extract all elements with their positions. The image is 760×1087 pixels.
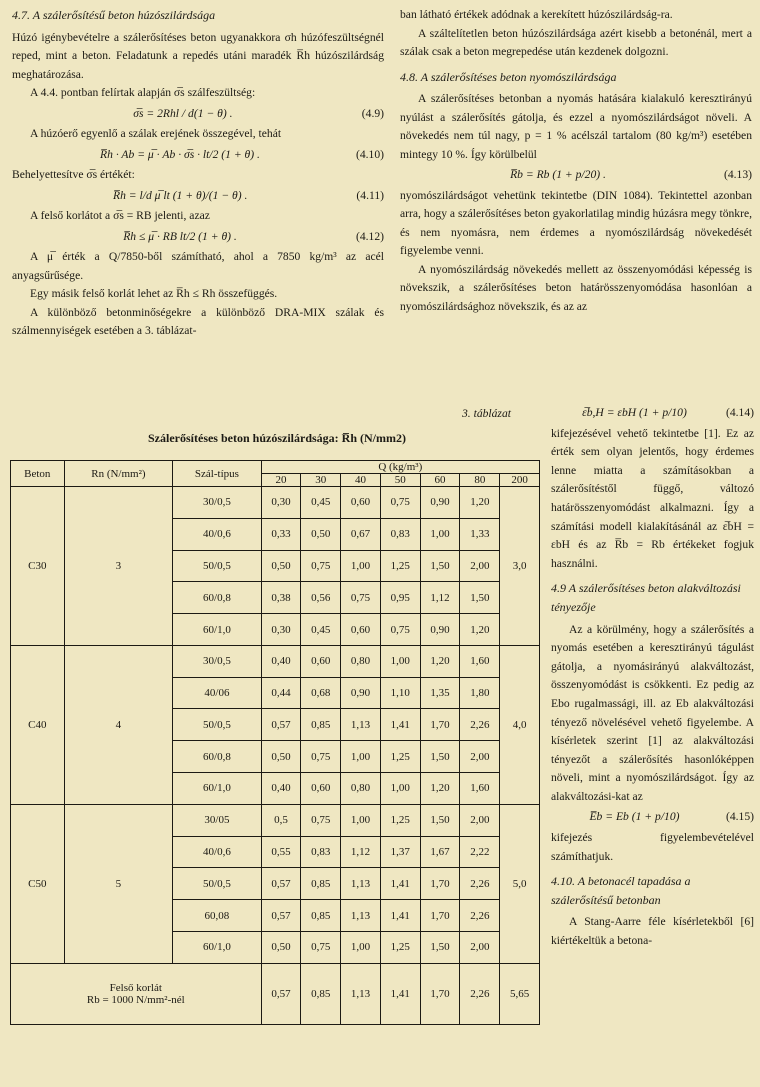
cell-value: 0,95 bbox=[380, 582, 420, 614]
cell-beton: C50 bbox=[11, 804, 65, 963]
cell-value: 1,41 bbox=[380, 709, 420, 741]
cell-value: 1,00 bbox=[420, 518, 460, 550]
equation-4-13: R̅b = Rb (1 + p/20) . (4.13) bbox=[510, 168, 752, 181]
paragraph: A húzóerő egyenlő a szálak erejének összegével, tehát bbox=[30, 127, 282, 140]
paragraph: kifejezésével vehető tekintetbe [1]. Ez az érték sem olyan jelentős, hogy érdemes lenne miatta a számításokban a szálerősítéstől függő, változó határösszenyomódást alkalmazni. Így a számítási modell kialakításánál az ε̅bH = εbH és az R̅b = Rb értékeket fogjuk használni. bbox=[551, 426, 754, 570]
cell-value: 1,35 bbox=[420, 677, 460, 709]
equation-4-10: R̅h · Ab = μ̅ · Ab · σ̅s · lt/2 (1 + θ) . (4.10) bbox=[100, 147, 384, 161]
cell-value: 0,60 bbox=[341, 487, 381, 519]
cell-value: 2,22 bbox=[460, 836, 500, 868]
cell-value: 1,00 bbox=[380, 773, 420, 805]
cell-value: 0,57 bbox=[261, 709, 301, 741]
cell-value: 0,30 bbox=[261, 614, 301, 646]
cell-value: 0,33 bbox=[261, 518, 301, 550]
paragraph: kifejezés figyelembevételével számíthatjuk. bbox=[551, 831, 754, 863]
cell-value: 0,90 bbox=[420, 614, 460, 646]
cell-value: 1,20 bbox=[460, 614, 500, 646]
cell-footer-value: 1,70 bbox=[420, 963, 460, 1024]
cell-value: 0,80 bbox=[341, 645, 381, 677]
cell-szaltipus: 40/06 bbox=[173, 677, 261, 709]
paragraph: Húzó igénybevételre a szálerősítéses beton ugyanakkora σh húzófeszültségnél reped, mint a beton. Feladatunk a repedés utáni maradék R̅h húzószilárdság meghatározása. bbox=[12, 30, 384, 81]
cell-szaltipus: 60/1,0 bbox=[173, 773, 261, 805]
paragraph: A 4.4. pontban felírtak alapján σ̅s szálfeszültség: bbox=[30, 86, 256, 99]
cell-value: 1,13 bbox=[341, 868, 381, 900]
header-szaltipus: Szál-típus bbox=[173, 461, 261, 487]
paragraph: ban látható értékek adódnak a kerekített húzószilárdság-ra. bbox=[400, 8, 673, 21]
equation-4-14: ε̅b,H = εbH (1 + p/10) (4.14) bbox=[582, 406, 754, 419]
cell-value: 0,68 bbox=[301, 677, 341, 709]
cell-footer-value: 5,65 bbox=[500, 963, 540, 1024]
cell-value: 0,50 bbox=[261, 550, 301, 582]
paragraph: A μ̅ érték a Q/7850-ből számítható, ahol a 7850 kg/m³ az acél anyagsűrűsége. bbox=[12, 250, 384, 282]
right-column-narrow bbox=[551, 406, 754, 951]
cell-value: 0,45 bbox=[301, 614, 341, 646]
cell-value: 1,41 bbox=[380, 868, 420, 900]
cell-value: 2,26 bbox=[460, 709, 500, 741]
cell-value: 1,12 bbox=[341, 836, 381, 868]
cell-value: 0,85 bbox=[301, 709, 341, 741]
cell-q200: 5,0 bbox=[500, 804, 540, 963]
paragraph: nyomószilárdságot vehetünk tekintetbe (DIN 1084). Tekintettel azonban arra, hogy a szálerősítéses beton gyakorlatilag mindig húzásra megy tönkre, és nem nyomásra, nem érdemes a nyomószilárdság növekedését figyelembe venni. bbox=[400, 188, 752, 257]
cell-value: 1,60 bbox=[460, 645, 500, 677]
paragraph: A szálerősítéses betonban a nyomás hatására kialakuló keresztirányú nyúlást a szálerősítés gátolja, és ezzel a nyomószilárdságot növeli. A növekedés nem túl nagy, p = 1 % acélszál tartalom (80 kg/m³) esetében mintegy 10 %. Így körülbelül bbox=[400, 92, 752, 161]
cell-szaltipus: 30/0,5 bbox=[173, 487, 261, 519]
cell-szaltipus: 60/1,0 bbox=[173, 931, 261, 963]
paragraph: A különböző betonminőségekre a különböző DRA-MIX szálak és szálmennyiségek esetében a 3. táblázat- bbox=[12, 305, 384, 337]
cell-value: 1,25 bbox=[380, 931, 420, 963]
paragraph: A száltelítetlen beton húzószilárdsága azért kisebb a betonénál, mert a szálak csak a beton megrepedése után kezdenek dolgozni. bbox=[400, 26, 752, 58]
cell-value: 1,50 bbox=[420, 550, 460, 582]
cell-value: 1,70 bbox=[420, 868, 460, 900]
cell-value: 0,50 bbox=[261, 741, 301, 773]
cell-value: 0,55 bbox=[261, 836, 301, 868]
cell-value: 1,60 bbox=[460, 773, 500, 805]
cell-szaltipus: 50/0,5 bbox=[173, 868, 261, 900]
paragraph: A nyomószilárdság növekedés mellett az összenyomódási képesség is növekszik, a szálerősítéses beton határösszenyomódása hasonlóan a nyomószilárdsághoz növekszik, és az az bbox=[400, 262, 752, 313]
cell-value: 1,37 bbox=[380, 836, 420, 868]
cell-value: 1,33 bbox=[460, 518, 500, 550]
table-title: Szálerősítéses beton húzószilárdsága: R̅h (N/mm2) bbox=[148, 431, 406, 445]
cell-value: 1,00 bbox=[380, 645, 420, 677]
cell-q200: 3,0 bbox=[500, 487, 540, 646]
paragraph: Az a körülmény, hogy a szálerősítés a nyomás esetében a keresztirányú tágulást gátolja, a nyomásirányú alakváltozást, összenyomódást is csökkenti. Ez pedig az Ebo rugalmassági, ill. az Eb alakváltozási tényező növelésével vehető figyelembe. A kísérletek szerint [1] az alakváltozási tényezőt a szálerősítés hasonlóképpen növeli, mint a nyomószilárdságot. Így az alakváltozási-kat az bbox=[551, 622, 754, 803]
cell-value: 2,00 bbox=[460, 550, 500, 582]
cell-rn: 4 bbox=[64, 645, 173, 804]
cell-value: 2,00 bbox=[460, 804, 500, 836]
cell-value: 1,25 bbox=[380, 804, 420, 836]
cell-value: 0,85 bbox=[301, 900, 341, 932]
cell-value: 0,85 bbox=[301, 868, 341, 900]
cell-rn: 3 bbox=[64, 487, 173, 646]
cell-value: 0,5 bbox=[261, 804, 301, 836]
cell-value: 0,75 bbox=[301, 550, 341, 582]
cell-value: 1,20 bbox=[420, 645, 460, 677]
cell-value: 1,80 bbox=[460, 677, 500, 709]
cell-rn: 5 bbox=[64, 804, 173, 963]
cell-footer-value: 2,26 bbox=[460, 963, 500, 1024]
header-q-value: 30 bbox=[301, 474, 341, 487]
cell-value: 1,50 bbox=[420, 741, 460, 773]
cell-value: 1,50 bbox=[420, 804, 460, 836]
equation-4-15: E̅b = Eb (1 + p/10) (4.15) bbox=[589, 810, 754, 824]
header-q-value: 40 bbox=[341, 474, 381, 487]
cell-value: 2,26 bbox=[460, 900, 500, 932]
cell-value: 0,60 bbox=[301, 645, 341, 677]
cell-szaltipus: 60/0,8 bbox=[173, 741, 261, 773]
header-q-value: 200 bbox=[500, 474, 540, 487]
cell-value: 2,00 bbox=[460, 931, 500, 963]
footer-label-line2: Rb = 1000 N/mm²-nél bbox=[86, 993, 185, 1006]
cell-value: 0,44 bbox=[261, 677, 301, 709]
cell-value: 1,70 bbox=[420, 709, 460, 741]
cell-value: 1,00 bbox=[341, 741, 381, 773]
section-heading-4-7: 4.7. A szálerősítésű beton húzószilárdsága bbox=[12, 8, 216, 22]
cell-value: 0,75 bbox=[380, 487, 420, 519]
paragraph: Behelyettesítve σ̅s értékét: bbox=[12, 168, 135, 181]
cell-value: 0,83 bbox=[380, 518, 420, 550]
cell-value: 0,75 bbox=[301, 741, 341, 773]
cell-beton: C30 bbox=[11, 487, 65, 646]
cell-value: 1,70 bbox=[420, 900, 460, 932]
cell-value: 0,30 bbox=[261, 487, 301, 519]
paragraph: A Stang-Aarre féle kísérletekből [6] kiértékeltük a betona- bbox=[551, 915, 754, 948]
cell-value: 1,67 bbox=[420, 836, 460, 868]
cell-value: 2,00 bbox=[460, 741, 500, 773]
header-rn: Rn (N/mm²) bbox=[64, 461, 173, 487]
cell-footer-value: 0,85 bbox=[301, 963, 341, 1024]
table-row bbox=[11, 645, 540, 677]
cell-value: 0,50 bbox=[261, 931, 301, 963]
cell-value: 1,13 bbox=[341, 900, 381, 932]
section-heading-4-8: 4.8. A szálerősítéses beton nyomószilárdsága bbox=[400, 69, 617, 84]
header-q-value: 80 bbox=[460, 474, 500, 487]
cell-value: 1,13 bbox=[341, 709, 381, 741]
cell-szaltipus: 50/0,5 bbox=[173, 709, 261, 741]
footer-label-line1: Felső korlát bbox=[109, 981, 162, 994]
cell-value: 1,10 bbox=[380, 677, 420, 709]
table-reference: 3. táblázat bbox=[462, 407, 511, 420]
cell-value: 0,38 bbox=[261, 582, 301, 614]
cell-value: 0,75 bbox=[301, 804, 341, 836]
cell-value: 0,90 bbox=[420, 487, 460, 519]
cell-value: 0,56 bbox=[301, 582, 341, 614]
paragraph: A felső korlátot a σ̅s = RB jelenti, azaz bbox=[30, 209, 210, 222]
header-q-value: 20 bbox=[261, 474, 301, 487]
cell-value: 0,83 bbox=[301, 836, 341, 868]
cell-value: 1,50 bbox=[460, 582, 500, 614]
cell-value: 0,60 bbox=[341, 614, 381, 646]
section-heading-4-10: 4.10. A betonacél tapadása a szálerősítésű betonban bbox=[551, 874, 691, 907]
cell-value: 1,00 bbox=[341, 550, 381, 582]
cell-value: 1,20 bbox=[420, 773, 460, 805]
cell-value: 1,20 bbox=[460, 487, 500, 519]
cell-value: 0,80 bbox=[341, 773, 381, 805]
cell-value: 0,75 bbox=[301, 931, 341, 963]
cell-value: 1,50 bbox=[420, 931, 460, 963]
cell-value: 0,90 bbox=[341, 677, 381, 709]
cell-szaltipus: 60/1,0 bbox=[173, 614, 261, 646]
header-q-value: 60 bbox=[420, 474, 460, 487]
cell-szaltipus: 50/0,5 bbox=[173, 550, 261, 582]
cell-value: 0,40 bbox=[261, 645, 301, 677]
cell-footer-value: 1,13 bbox=[341, 963, 381, 1024]
header-q: Q (kg/m³) bbox=[261, 461, 539, 474]
cell-q200: 4,0 bbox=[500, 645, 540, 804]
equation-4-9: σ̅s = 2Rhl / d(1 − θ) . (4.9) bbox=[133, 106, 384, 120]
paragraph: Egy másik felső korlát lehet az R̅h ≤ Rh összefüggés. bbox=[30, 287, 278, 300]
cell-beton: C40 bbox=[11, 645, 65, 804]
cell-footer-value: 1,41 bbox=[380, 963, 420, 1024]
cell-value: 0,45 bbox=[301, 487, 341, 519]
cell-szaltipus: 60,08 bbox=[173, 900, 261, 932]
section-heading-4-9: 4.9 A szálerősítéses beton alakváltozási tényezője bbox=[551, 581, 741, 614]
cell-szaltipus: 30/05 bbox=[173, 804, 261, 836]
table-footer-row bbox=[11, 963, 540, 1024]
cell-value: 0,40 bbox=[261, 773, 301, 805]
table-row bbox=[11, 487, 540, 519]
cell-footer-label bbox=[11, 963, 262, 1024]
left-column bbox=[12, 6, 384, 341]
cell-szaltipus: 40/0,6 bbox=[173, 518, 261, 550]
cell-value: 1,25 bbox=[380, 741, 420, 773]
tensile-strength-table bbox=[10, 460, 540, 1025]
right-column-top bbox=[400, 6, 752, 316]
header-q-value: 50 bbox=[380, 474, 420, 487]
cell-value: 0,75 bbox=[341, 582, 381, 614]
equation-4-12: R̅h ≤ μ̅ · RB lt/2 (1 + θ) . (4.12) bbox=[123, 229, 384, 243]
table-body bbox=[11, 487, 540, 1025]
cell-value: 0,57 bbox=[261, 900, 301, 932]
cell-footer-value: 0,57 bbox=[261, 963, 301, 1024]
equation-4-11: R̅h = l/d μ̅ lt (1 + θ)/(1 − θ) . (4.11) bbox=[113, 188, 384, 202]
cell-value: 1,41 bbox=[380, 900, 420, 932]
cell-szaltipus: 30/0,5 bbox=[173, 645, 261, 677]
cell-value: 1,00 bbox=[341, 804, 381, 836]
cell-value: 0,60 bbox=[301, 773, 341, 805]
table-row bbox=[11, 804, 540, 836]
cell-value: 0,67 bbox=[341, 518, 381, 550]
cell-value: 1,00 bbox=[341, 931, 381, 963]
cell-szaltipus: 40/0,6 bbox=[173, 836, 261, 868]
header-beton: Beton bbox=[11, 461, 65, 487]
cell-value: 0,75 bbox=[380, 614, 420, 646]
cell-value: 0,57 bbox=[261, 868, 301, 900]
cell-value: 0,50 bbox=[301, 518, 341, 550]
cell-szaltipus: 60/0,8 bbox=[173, 582, 261, 614]
cell-value: 1,12 bbox=[420, 582, 460, 614]
cell-value: 2,26 bbox=[460, 868, 500, 900]
cell-value: 1,25 bbox=[380, 550, 420, 582]
